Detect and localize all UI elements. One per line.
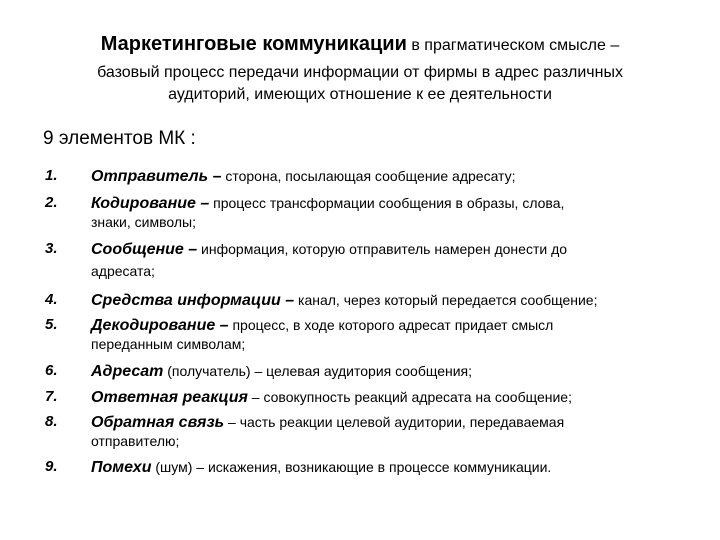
item-number: 8. (45, 413, 58, 430)
title-line-2: базовый процесс передачи информации от фирмы в адрес различных (97, 64, 623, 81)
item-description: – совокупность реакций адресата на сообщение; (247, 389, 572, 405)
item-term: Ответная реакция (91, 389, 248, 406)
item-term: Адресат (91, 363, 164, 380)
item-text (91, 239, 671, 260)
title-definition (60, 62, 660, 106)
item-text (91, 193, 671, 214)
item-term: Отправитель – (91, 168, 222, 185)
item-continuation: отправителю; (91, 433, 180, 449)
item-number: 1. (45, 167, 58, 184)
item-term: Сообщение – (91, 241, 198, 258)
title-rest: в прагматическом смысле – (406, 37, 620, 54)
item-text (91, 457, 671, 478)
item-text (91, 361, 671, 382)
item-description: процесс трансформации сообщения в образы, слова, (209, 195, 565, 211)
item-description: процесс, в ходе которого адресат придает смысл (228, 317, 554, 333)
item-text (91, 412, 671, 433)
item-term: Декодирование – (91, 317, 229, 334)
slide-title (0, 33, 720, 56)
item-number: 4. (45, 291, 58, 308)
item-description: (шум) – искажения, возникающие в процессе коммуникации. (151, 459, 552, 475)
item-number: 3. (45, 240, 58, 257)
item-term: Кодирование – (91, 195, 210, 212)
item-continuation: адресата; (91, 263, 155, 279)
item-description: информация, которую отправитель намерен донести до (197, 241, 568, 257)
item-number: 5. (45, 316, 58, 333)
item-number: 9. (45, 458, 58, 475)
item-text (91, 166, 671, 187)
item-continuation: переданным символам; (91, 336, 246, 352)
item-number: 6. (45, 362, 58, 379)
item-continuation: знаки, символы; (91, 214, 196, 230)
item-term: Обратная связь (91, 414, 225, 431)
item-term: Помехи (91, 459, 152, 476)
item-text (91, 290, 671, 311)
item-description: – часть реакции целевой аудитории, передаваемая (224, 414, 565, 430)
intro-heading: 9 элементов МК : (43, 128, 196, 149)
item-description: (получатель) – целевая аудитория сообщения; (163, 363, 473, 379)
item-description: канал, через который передается сообщение; (294, 292, 598, 308)
title-bold: Маркетинговые коммуникации (100, 33, 407, 55)
title-line-3: аудиторий, имеющих отношение к ее деятельности (168, 86, 552, 103)
item-number: 7. (45, 388, 58, 405)
item-text (91, 315, 671, 336)
item-number: 2. (45, 194, 58, 211)
item-description: сторона, посылающая сообщение адресату; (221, 168, 516, 184)
item-text (91, 387, 671, 408)
item-term: Средства информации – (91, 292, 295, 309)
